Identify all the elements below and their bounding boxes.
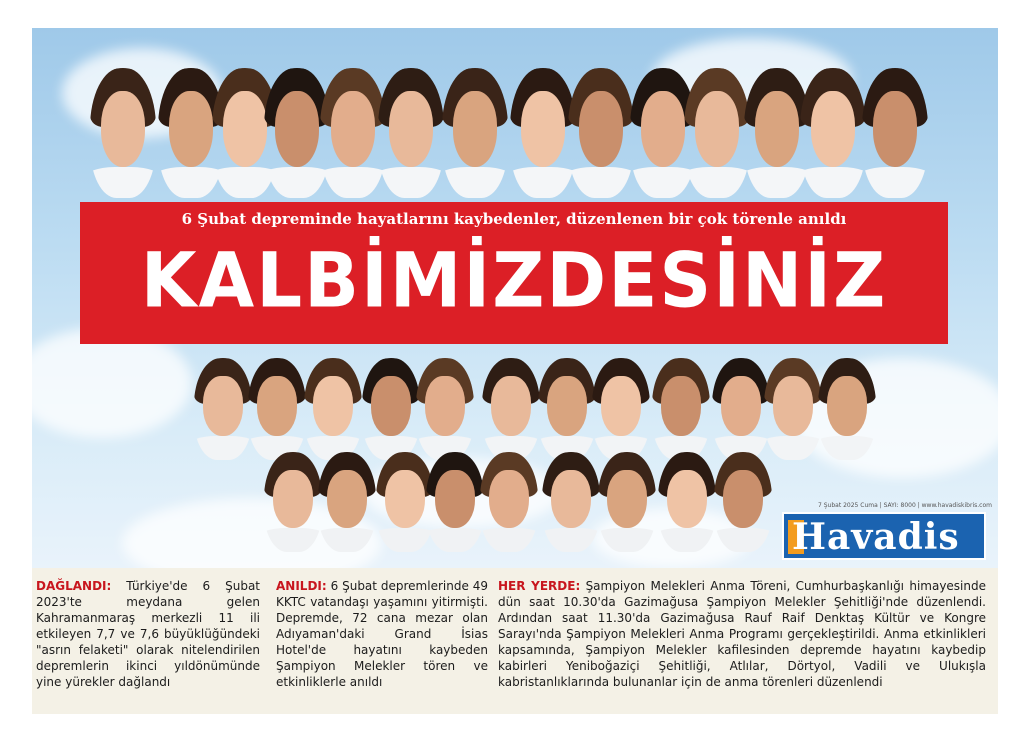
portrait (684, 68, 750, 198)
newspaper-page (32, 28, 998, 714)
portrait (304, 358, 362, 460)
column-text: Türkiye'de 6 Şubat 2023'te meydana gelen Kahramanmaraş merkezli 11 ili etkileyen 7,7 ve 7,6 büyüklüğündeki "asrın felaketi" olarak nitelendirilen depremlerin ikinci yıldönümünde yine yürekler dağlandı (36, 579, 260, 689)
havadis-logo (782, 512, 986, 560)
kicker-text: 6 Şubat depreminde hayatlarını kaybedenler, düzenlenen bir çok törenle anıldı (181, 210, 847, 228)
portrait (426, 452, 484, 552)
portrait (318, 452, 376, 552)
portrait (480, 452, 538, 552)
dateline: 7 Şubat 2025 Cuma | SAYI: 8000 | www.havadiskibris.com (818, 502, 992, 509)
headline-banner (80, 202, 948, 344)
portrait (442, 68, 508, 198)
portrait (764, 358, 822, 460)
main-headline: KALBİMİZDESİNİZ (140, 235, 888, 325)
portrait (818, 358, 876, 460)
summary-column-2 (276, 578, 488, 690)
portrait (510, 68, 576, 198)
portrait (592, 358, 650, 460)
memorial-photo-collage (32, 28, 998, 568)
portrait (712, 358, 770, 460)
portrait (568, 68, 634, 198)
portrait (482, 358, 540, 460)
summary-column-1 (36, 578, 260, 690)
portrait (264, 452, 322, 552)
portrait (362, 358, 420, 460)
portrait (652, 358, 710, 460)
portrait (90, 68, 156, 198)
portrait (416, 358, 474, 460)
column-lead: ANILDI: (276, 579, 327, 593)
cloud-shape (32, 328, 192, 438)
portrait (320, 68, 386, 198)
portrait (194, 358, 252, 460)
summary-column-3 (498, 578, 986, 690)
portrait (538, 358, 596, 460)
column-lead: HER YERDE: (498, 579, 581, 593)
portrait (862, 68, 928, 198)
portrait (542, 452, 600, 552)
column-text: 6 Şubat depremlerinde 49 KKTC vatandaşı yaşamını yitirmişti. Depremde, 72 cana mezar olan Adıyaman'daki Grand İsias Hotel'de hayatını kaybeden Şampiyon Melekler tören ve etkinliklerle anıldı (276, 579, 488, 689)
portrait (800, 68, 866, 198)
column-text: Şampiyon Melekleri Anma Töreni, Cumhurbaşkanlığı himayesinde dün saat 10.30'da Gazimağusa Şampiyon Melekler Şehitliği'nde düzenlendi. Ardından saat 11.30'da Gazimağusa Rauf Raif Denktaş Kültür ve Kongre Sarayı'nda Şampiyon Melekleri Anma Programı gerçekleştirildi. Anma etkinlikleri kapsamında, Şampiyon Melekler kafilesinden depremde hayatını kaybedip kabirleri Yeniboğaziçi Şehitliği, Atlılar, Dörtyol, Vadili ve Ulukışla kabristanlıklarında bulunanlar için de anma törenleri düzenlendi (498, 579, 986, 689)
summary-columns (32, 578, 998, 708)
portrait (248, 358, 306, 460)
portrait (598, 452, 656, 552)
portrait (714, 452, 772, 552)
portrait (658, 452, 716, 552)
logo-text: Havadis (792, 516, 960, 558)
portrait (378, 68, 444, 198)
column-lead: DAĞLANDI: (36, 579, 112, 593)
